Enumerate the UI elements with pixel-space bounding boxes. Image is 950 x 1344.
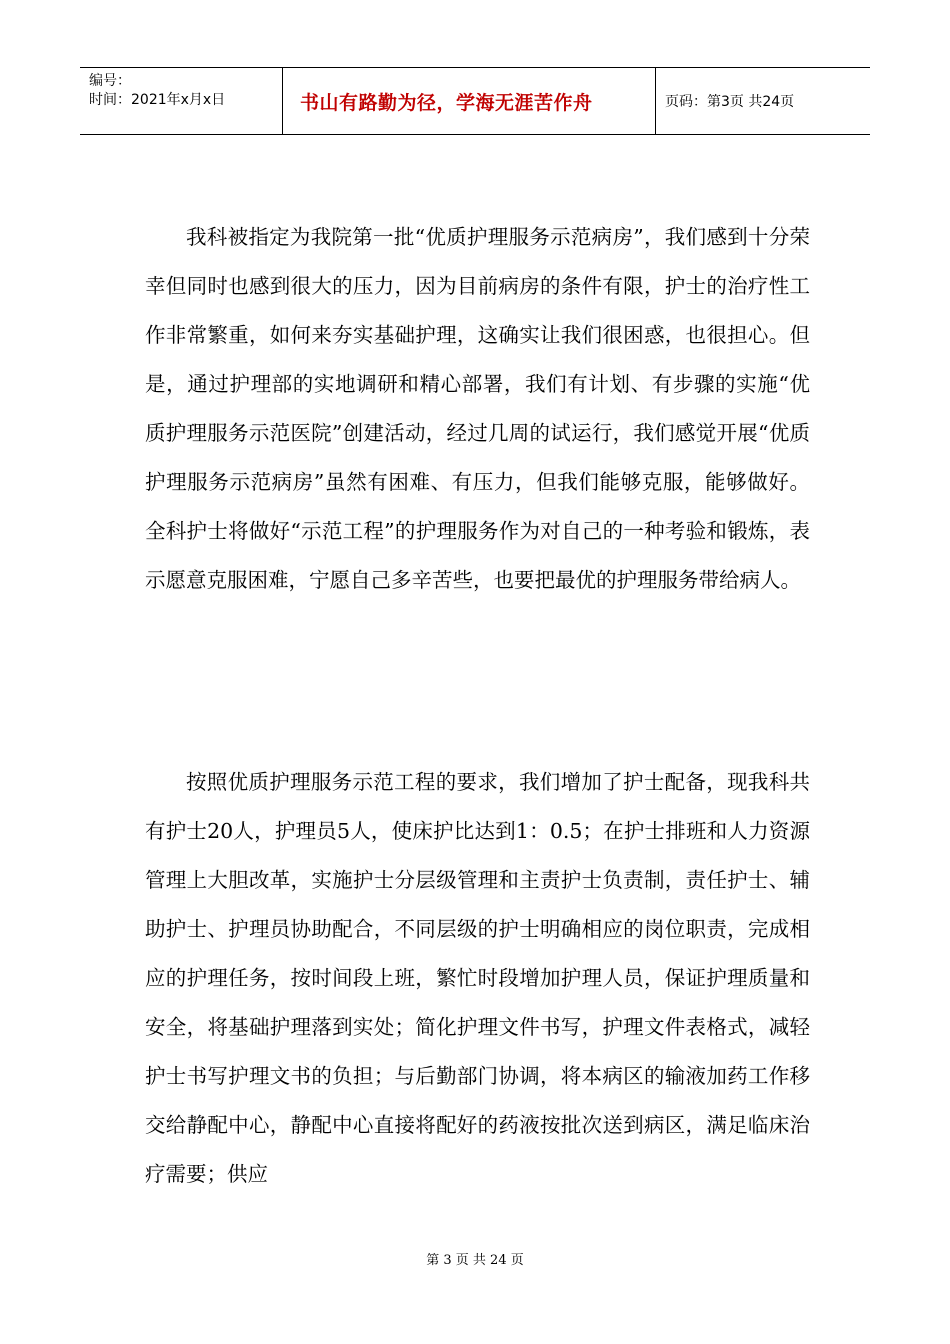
header-meta-cell	[80, 68, 283, 134]
header-page-cell	[656, 68, 870, 134]
body-paragraph: 按照优质护理服务示范工程的要求，我们增加了护士配备，现我科共有护士20人，护理员5人，使床护比达到1：0.5；在护士排班和人力资源管理上大胆改革，实施护士分层级管理和主责护士负责制，责任护士、辅助护士、护理员协助配合，不同层级的护士明确相应的岗位职责，完成相应的护理任务，按时间段上班，繁忙时段增加护理人员，保证护理质量和安全，将基础护理落到实处；简化护理文件书写，护理文件表格式，减轻护士书写护理文书的负担；与后勤部门协调，将本病区的输液加药工作移交给静配中心，静配中心直接将配好的药液按批次送到病区，满足临床治疗需要；供应	[145, 770, 810, 1186]
footer-page-number: 第 3 页 共 24 页	[426, 1253, 524, 1268]
header-page-info: 页码：第3页 共24页	[665, 94, 795, 110]
header-motto-cell	[283, 68, 656, 134]
header-motto: 书山有路勤为径，学海无涯苦作舟	[300, 91, 593, 114]
body-paragraph: 我科被指定为我院第一批“优质护理服务示范病房”，我们感到十分荣幸但同时也感到很大的压力，因为目前病房的条件有限，护士的治疗性工作非常繁重，如何来夯实基础护理，这确实让我们很困惑，也很担心。但是，通过护理部的实地调研和精心部署，我们有计划、有步骤的实施“优质护理服务示范医院”创建活动，经过几周的试运行，我们感觉开展“优质护理服务示范病房”虽然有困难、有压力，但我们能够克服，能够做好。全科护士将做好“示范工程”的护理服务作为对自己的一种考验和锻炼，表示愿意克服困难，宁愿自己多辛苦些，也要把最优的护理服务带给病人。	[145, 225, 810, 592]
body-paragraph-1-block	[145, 213, 810, 605]
document-number-label: 编号：	[89, 73, 131, 89]
page-header	[80, 67, 870, 135]
document-date: 时间：2021年x月x日	[89, 92, 226, 108]
body-paragraph-2-block	[145, 758, 810, 1199]
page-footer	[0, 1249, 950, 1268]
